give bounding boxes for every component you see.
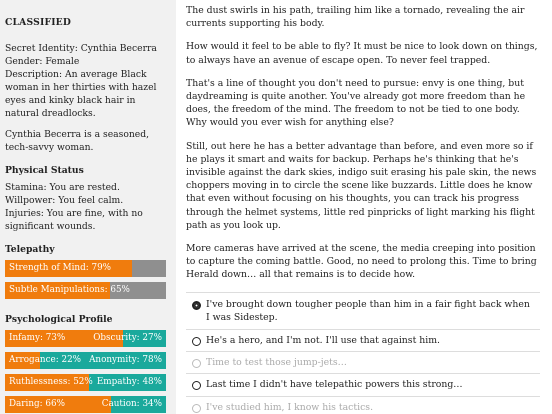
stat-bar-subtle-manipulations bbox=[5, 282, 166, 299]
choice-option-tactics bbox=[186, 397, 540, 414]
radio-selected-icon[interactable] bbox=[192, 301, 201, 310]
stat-bar-label: Subtle Manipulations: 65% bbox=[9, 285, 130, 295]
radio-disabled-icon bbox=[192, 359, 201, 368]
psych-profile-heading: Psychological Profile bbox=[5, 314, 113, 325]
opposed-bar-infamy-obscurity bbox=[5, 330, 166, 347]
stamina-status: Stamina: You are rested. bbox=[5, 182, 120, 193]
opposed-bar-daring-caution bbox=[5, 396, 166, 413]
opposed-bar-left-label: Ruthlessness: 52% bbox=[9, 377, 93, 387]
story-paragraph: That's a line of thought you don't need to pursue: envy is one thing, but daydreaming is quite another. You've already got more freedom than he does, the freedom of the mind. The freedom to not be tied to one body. Why would you ever wish for anything else? bbox=[186, 77, 526, 129]
radio-icon[interactable] bbox=[192, 381, 201, 390]
opposed-bar-arrogance-anonymity bbox=[5, 352, 166, 369]
secret-identity: Secret Identity: Cynthia Becerra bbox=[5, 43, 157, 54]
opposed-bar-right-label: Empathy: 48% bbox=[96, 377, 162, 387]
choice-option-telepathic[interactable] bbox=[186, 374, 540, 396]
choice-label: Last time I didn't have telepathic powers this strong… bbox=[206, 379, 463, 391]
story-panel bbox=[176, 0, 552, 414]
telepathy-heading: Telepathy bbox=[5, 244, 55, 255]
choice-label: I've studied him, I know his tactics. bbox=[206, 401, 374, 413]
stat-bar-label: Strength of Mind: 79% bbox=[9, 263, 112, 273]
opposed-bar-left-label: Arrogance: 22% bbox=[9, 355, 82, 365]
radio-icon[interactable] bbox=[192, 337, 201, 346]
choice-option-jump-jets bbox=[186, 352, 540, 374]
opposed-bar-left-label: Daring: 66% bbox=[9, 399, 65, 409]
gender: Gender: Female bbox=[5, 56, 80, 67]
opposed-bar-ruthlessness-empathy bbox=[5, 374, 166, 391]
willpower-status: Willpower: You feel calm. bbox=[5, 195, 124, 206]
opposed-bar-left-label: Infamy: 73% bbox=[9, 333, 66, 343]
choice-list bbox=[186, 292, 540, 414]
story-paragraph: How would it feel to be able to fly? It must be nice to look down on things, to always have an avenue of escape open. To never feel trapped. bbox=[186, 41, 538, 66]
choice-label: Time to test those jump-jets… bbox=[206, 357, 347, 369]
bio: Cynthia Becerra is a seasoned, tech-savvy woman. bbox=[5, 129, 150, 153]
radio-disabled-icon bbox=[192, 404, 201, 413]
story-paragraph: The dust swirls in his path, trailing him like a tornado, revealing the air currents supporting his body. bbox=[186, 5, 525, 30]
choice-option-hero[interactable] bbox=[186, 330, 540, 352]
opposed-bar-right-label: Caution: 34% bbox=[101, 399, 162, 409]
description: Description: An average Black woman in her thirties with hazel eyes and kinky black hair in natural dreadlocks. bbox=[5, 69, 157, 119]
choice-label: I've brought down tougher people than him in a fair fight back when I was Sidestep. bbox=[206, 298, 530, 323]
injuries-status: Injuries: You are fine, with no significant wounds. bbox=[5, 208, 143, 232]
sidebar-title: CLASSIFIED bbox=[5, 17, 72, 28]
choice-option-sidestep[interactable] bbox=[186, 292, 540, 330]
stats-sidebar bbox=[0, 0, 176, 414]
opposed-bar-right-label: Anonymity: 78% bbox=[89, 355, 162, 365]
physical-status-heading: Physical Status bbox=[5, 165, 84, 176]
choice-label: He's a hero, and I'm not. I'll use that against him. bbox=[206, 335, 440, 347]
stat-bar-strength-of-mind bbox=[5, 260, 166, 277]
story-paragraph: Still, out here he has a better advantage than before, and even more so if he plays it smart and waits for backup. Perhaps he's thinking that he's invisible against the dark skies, indigo suit erasing his pale skin, the news choppers moving in to circle the scene like buzzards. Little does he know that even without focusing on his thoughts, you can track his progress through the helmet systems, little red pinpricks of light marking his flight path as you look up. bbox=[186, 140, 537, 231]
story-paragraph: More cameras have arrived at the scene, the media creeping into position to capture the coming battle. Good, no need to prolong this. Time to bring Herald down… all that remains is to decide how. bbox=[186, 243, 537, 281]
opposed-bar-right-label: Obscurity: 27% bbox=[93, 333, 162, 343]
